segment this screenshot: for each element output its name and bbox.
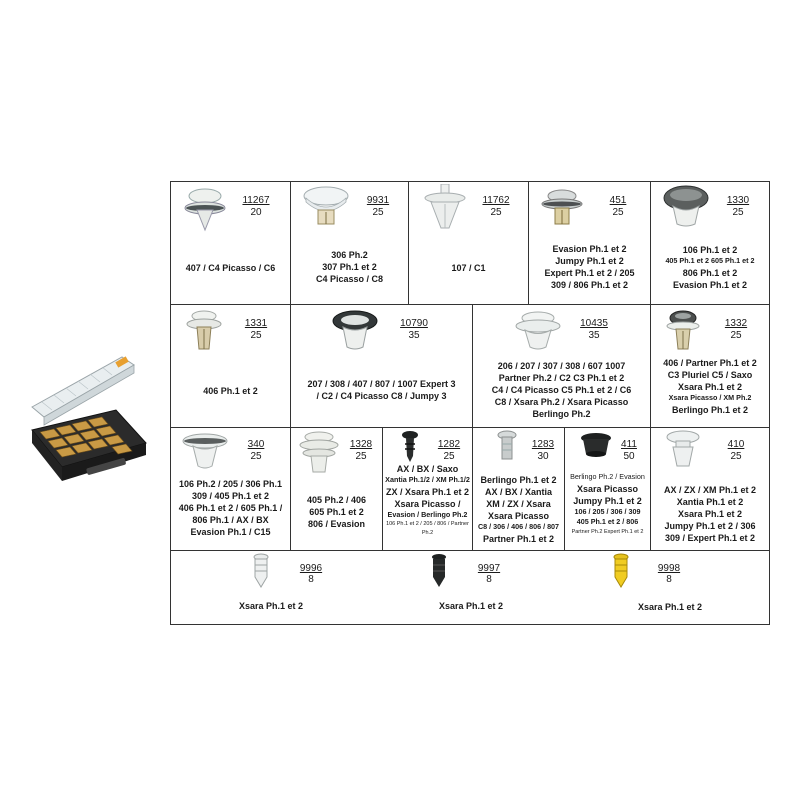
part-number: 451 [609, 195, 627, 206]
part-cell [473, 305, 651, 428]
part-number: 411 [621, 439, 637, 450]
trim-clip-image [331, 309, 379, 358]
part-quantity: 50 [623, 451, 635, 462]
parts-grid [170, 181, 770, 625]
part-cell [383, 428, 473, 551]
trim-clip-image [181, 432, 229, 477]
part-cell [473, 428, 565, 551]
part-application: AX / BX / Saxo Xantia Ph.1/2 / XM Ph.1/2 ZX / Xsara Ph.1 et 2 Xsara Picasso / Evasion / Berlingo Ph.2 106 Ph.1 et 2 / 205 / 806 / Partner Ph.2 [385, 464, 470, 536]
trim-clip-image [661, 184, 711, 237]
trim-clip-image [183, 188, 227, 239]
part-number: 1328 [349, 439, 373, 450]
part-quantity: 35 [588, 330, 600, 341]
part-cell [571, 551, 769, 624]
part-number: 9997 [477, 563, 501, 574]
part-number: 1330 [726, 195, 750, 206]
trim-clip-image [421, 184, 469, 239]
part-quantity: 35 [408, 330, 420, 341]
part-quantity: 25 [250, 451, 262, 462]
part-quantity: 25 [732, 207, 744, 218]
part-quantity: 8 [308, 574, 314, 585]
part-application: Xsara Ph.1 et 2 [238, 601, 304, 611]
part-number: 340 [247, 439, 265, 450]
part-application: Xsara Ph.1 et 2 [438, 601, 504, 611]
part-application: 406 Ph.1 et 2 [203, 386, 258, 396]
part-cell [171, 551, 371, 624]
trim-clip-image [301, 186, 351, 237]
assortment-case-image [30, 355, 148, 490]
part-number: 9931 [366, 195, 390, 206]
part-application: 306 Ph.2 307 Ph.1 et 2 C4 Picasso / C8 [315, 250, 384, 284]
part-number: 1332 [724, 318, 748, 329]
part-quantity: 20 [250, 207, 262, 218]
part-cell [565, 428, 651, 551]
part-quantity: 8 [486, 574, 492, 585]
part-cell [651, 305, 769, 428]
part-quantity: 25 [612, 207, 624, 218]
part-number: 410 [727, 439, 745, 450]
part-number: 9996 [299, 563, 323, 574]
trim-clip-image [663, 309, 703, 360]
trim-clip-image [183, 309, 225, 360]
part-application: Berlingo Ph.1 et 2 AX / BX / Xantia XM / ZX / Xsara Xsara Picasso C8 / 306 / 406 / 806 / 807 Partner Ph.1 et 2 [477, 475, 560, 544]
part-cell [529, 182, 651, 305]
part-quantity: 25 [490, 207, 502, 218]
part-number: 1331 [244, 318, 268, 329]
part-cell [291, 182, 409, 305]
part-application: 107 / C1 [451, 263, 486, 273]
trim-clip-image [429, 553, 449, 594]
part-application: 407 / C4 Picasso / C6 [185, 263, 276, 273]
part-cell [651, 182, 769, 305]
part-quantity: 25 [730, 451, 742, 462]
trim-clip-image [611, 553, 631, 594]
part-application: 405 Ph.2 / 406 605 Ph.1 et 2 806 / Evasion [306, 495, 367, 529]
part-application: 406 / Partner Ph.1 et 2 C3 Pluriel C5 / Saxo Xsara Ph.1 et 2 Xsara Picasso / XM Ph.2 Berlingo Ph.1 et 2 [663, 358, 757, 415]
part-cell [171, 182, 291, 305]
part-application: Berlingo Ph.2 / Evasion Xsara Picasso Jumpy Ph.1 et 2 106 / 205 / 306 / 309 405 Ph.1 et 2 / 806 Partner Ph.2 Expert Ph.1 et 2 [570, 472, 645, 535]
part-quantity: 25 [730, 330, 742, 341]
part-number: 10435 [580, 318, 608, 329]
part-number: 9998 [657, 563, 681, 574]
part-quantity: 25 [355, 451, 367, 462]
part-application: 106 Ph.2 / 205 / 306 Ph.1 309 / 405 Ph.1 et 2 406 Ph.1 et 2 / 605 Ph.1 / 806 Ph.1 / AX / BX Evasion Ph.1 / C15 [178, 479, 283, 537]
part-application: 106 Ph.1 et 2 405 Ph.1 et 2 605 Ph.1 et 2 806 Ph.1 et 2 Evasion Ph.1 et 2 [665, 245, 755, 290]
part-number: 11267 [242, 195, 270, 206]
part-cell [291, 305, 473, 428]
trim-clip-image [251, 553, 271, 594]
trim-clip-image [579, 432, 613, 463]
part-quantity: 30 [537, 451, 549, 462]
part-quantity: 8 [666, 574, 672, 585]
part-quantity: 25 [250, 330, 262, 341]
part-cell [171, 305, 291, 428]
part-cell [171, 428, 291, 551]
part-application: 207 / 308 / 407 / 807 / 1007 Expert 3 / C2 / C4 Picasso C8 / Jumpy 3 [307, 379, 456, 401]
trim-clip-image [661, 430, 705, 477]
part-application: 206 / 207 / 307 / 308 / 607 1007 Partner Ph.2 / C2 C3 Ph.1 et 2 C4 / C4 Picasso C5 Ph.1 et 2 / C6 C8 / Xsara Ph.2 / Xsara Picasso Berlingo Ph.2 [491, 361, 632, 419]
part-number: 1282 [437, 439, 461, 450]
part-number: 11762 [482, 195, 510, 206]
part-application: Evasion Ph.1 et 2 Jumpy Ph.1 et 2 Expert Ph.1 et 2 / 205 309 / 806 Ph.1 et 2 [544, 244, 635, 290]
part-cell [651, 428, 769, 551]
part-cell [371, 551, 571, 624]
part-number: 10790 [400, 318, 428, 329]
trim-clip-image [539, 186, 585, 237]
part-application: Xsara Ph.1 et 2 [637, 602, 703, 612]
part-quantity: 25 [443, 451, 455, 462]
trim-clip-image [495, 430, 519, 469]
part-quantity: 25 [372, 207, 384, 218]
part-cell [409, 182, 529, 305]
part-application: AX / ZX / XM Ph.1 et 2 Xantia Ph.1 et 2 Xsara Ph.1 et 2 Jumpy Ph.1 et 2 / 306 309 / Expert Ph.1 et 2 [663, 485, 757, 543]
trim-clip-image [297, 430, 341, 481]
trim-clip-image [513, 309, 563, 358]
part-cell [291, 428, 383, 551]
part-number: 1283 [531, 439, 555, 450]
